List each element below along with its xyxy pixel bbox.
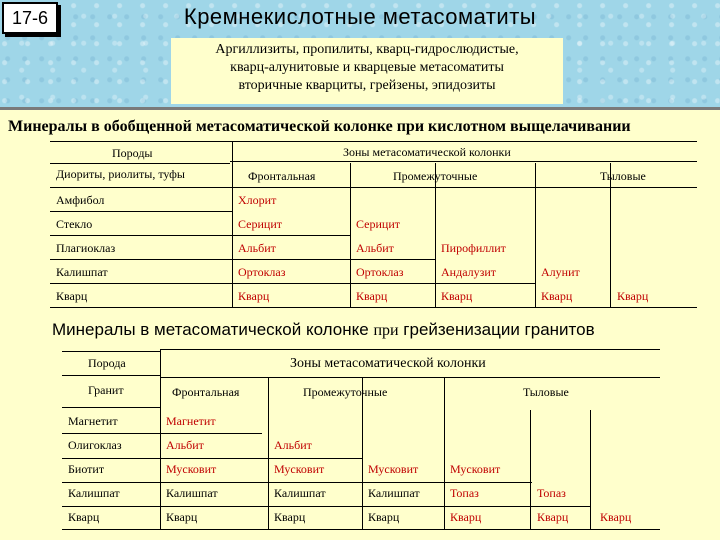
subtitle-line: кварц-алунитовые и кварцевые метасоматиты xyxy=(230,60,504,75)
table-cell: Ортоклаз xyxy=(238,265,286,279)
table-line xyxy=(62,529,660,530)
table-line xyxy=(535,163,536,307)
table-line xyxy=(610,163,611,307)
table-line xyxy=(160,377,660,378)
table-line xyxy=(268,377,269,529)
zone-rear: Тыловые xyxy=(523,385,569,399)
table-cell: Калишпат xyxy=(56,265,108,279)
table-line xyxy=(62,407,160,408)
table-cell: Кварц xyxy=(274,510,306,524)
table-cell: Кварц xyxy=(537,510,569,524)
rock-header: Порода xyxy=(88,356,126,370)
slide-number: 17-6 xyxy=(2,2,58,34)
table-line xyxy=(444,377,445,529)
zones-header: Зоны метасоматической колонки xyxy=(343,145,511,159)
table-cell: Кварц xyxy=(600,510,632,524)
subtitle-line: Аргиллизиты, пропилиты, кварц-гидрослюдистые, xyxy=(215,42,519,57)
table-cell: Альбит xyxy=(356,241,394,255)
table-line xyxy=(50,259,435,260)
table-line xyxy=(50,307,697,308)
table-line xyxy=(62,351,160,352)
rocks-value: Диориты, риолиты, туфы xyxy=(56,167,185,181)
rocks-header: Породы xyxy=(112,146,153,160)
table-line xyxy=(62,482,532,483)
table-cell: Серицит xyxy=(356,217,400,231)
table-cell: Биотит xyxy=(68,462,105,476)
table-cell: Плагиоклаз xyxy=(56,241,116,255)
table-cell: Мусковит xyxy=(274,462,325,476)
table-cell: Кварц xyxy=(541,289,573,303)
table-line xyxy=(50,187,697,188)
table-cell: Хлорит xyxy=(238,193,277,207)
table-cell: Кварц xyxy=(68,510,100,524)
table-cell: Магнетит xyxy=(166,414,216,428)
table-line xyxy=(232,141,233,307)
table-line xyxy=(160,349,660,350)
table-cell: Мусковит xyxy=(450,462,501,476)
zone-frontal: Фронтальная xyxy=(172,385,240,399)
table-cell: Серицит xyxy=(238,217,282,231)
table-cell: Альбит xyxy=(238,241,276,255)
table-line xyxy=(50,163,230,164)
table-cell: Олигоклаз xyxy=(68,438,122,452)
table-line xyxy=(50,211,232,212)
table-line xyxy=(62,506,590,507)
table-line xyxy=(350,163,351,307)
zone-intermediate: Промежуточные xyxy=(303,385,388,399)
table-line xyxy=(160,349,161,529)
table-cell: Кварц xyxy=(356,289,388,303)
table-cell: Андалузит xyxy=(441,265,497,279)
greisen-title-pri: при xyxy=(373,322,399,339)
table-cell: Кварц xyxy=(450,510,482,524)
table-cell: Топаз xyxy=(450,486,479,500)
table-cell: Кварц xyxy=(238,289,270,303)
table-line xyxy=(530,410,531,529)
table-cell: Кварц xyxy=(56,289,88,303)
table-cell: Альбит xyxy=(166,438,204,452)
table-cell: Кварц xyxy=(441,289,473,303)
table-cell: Кварц xyxy=(617,289,649,303)
table-cell: Калишпат xyxy=(68,486,120,500)
table-line xyxy=(50,283,535,284)
table-cell: Топаз xyxy=(537,486,566,500)
table-cell: Ортоклаз xyxy=(356,265,404,279)
table-cell: Кварц xyxy=(166,510,198,524)
table-cell: Амфибол xyxy=(56,193,105,207)
table-cell: Алунит xyxy=(541,265,580,279)
table-line xyxy=(590,410,591,529)
acid-section-title: Минералы в обобщенной метасоматической колонке при кислотном выщелачивании xyxy=(8,118,631,135)
table-cell: Мусковит xyxy=(368,462,419,476)
zone-intermediate: Промежуточные xyxy=(393,169,478,183)
zone-rear: Тыловые xyxy=(600,169,646,183)
rock-value: Гранит xyxy=(88,383,124,397)
subtitle-line: вторичные кварциты, грейзены, эпидозиты xyxy=(238,78,496,93)
table-cell: Калишпат xyxy=(274,486,326,500)
zone-frontal: Фронтальная xyxy=(248,169,316,183)
table-line xyxy=(50,141,697,142)
greisen-section-title xyxy=(52,320,595,340)
table-line xyxy=(230,161,697,162)
zones-header: Зоны метасоматической колонки xyxy=(290,356,486,371)
table-line xyxy=(62,375,160,376)
table-cell: Стекло xyxy=(56,217,93,231)
greisen-title-main: Минералы в метасоматической колонке xyxy=(52,320,374,339)
table-cell: Мусковит xyxy=(166,462,217,476)
table-cell: Магнетит xyxy=(68,414,118,428)
table-cell: Пирофиллит xyxy=(441,241,506,255)
page-title: Кремнекислотные метасоматиты xyxy=(183,4,537,29)
subtitle-box xyxy=(171,38,563,104)
table-cell: Калишпат xyxy=(368,486,420,500)
greisen-title-tail: грейзенизации гранитов xyxy=(398,320,595,339)
table-cell: Альбит xyxy=(274,438,312,452)
table-line xyxy=(62,433,262,434)
table-line xyxy=(62,458,362,459)
table-cell: Кварц xyxy=(368,510,400,524)
table-line xyxy=(435,163,436,307)
table-cell: Калишпат xyxy=(166,486,218,500)
table-line xyxy=(50,235,350,236)
